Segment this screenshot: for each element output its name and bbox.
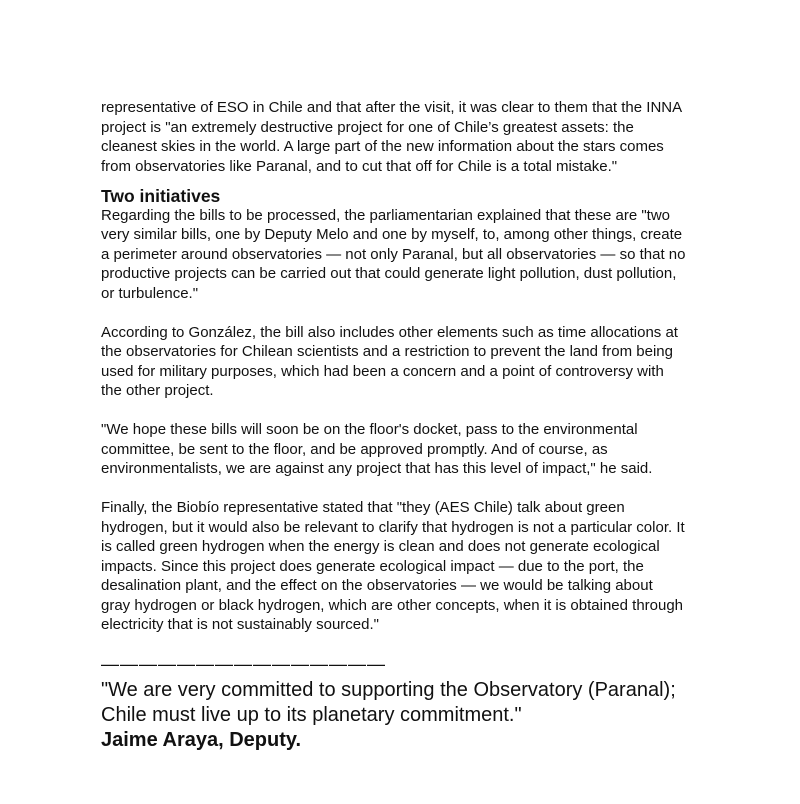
quote-attribution: Jaime Araya, Deputy. [101, 729, 302, 751]
text-line: According to González, the bill also includes other elements such as time allocations at [101, 323, 678, 341]
pull-quote [101, 678, 721, 728]
paragraph-gonzalez [101, 323, 721, 401]
text-line: project is "an extremely destructive project for one of Chile’s greatest assets: the [101, 118, 634, 136]
text-line: used for military purposes, which had been a concern and a point of controversy with [101, 362, 664, 380]
text-line: hydrogen, but it would also be relevant to clarify that hydrogen is not a particular color. It [101, 518, 685, 536]
text-line: committee, be sent to the floor, and be approved promptly. And of course, as [101, 440, 608, 458]
article [101, 98, 721, 753]
text-line: is called green hydrogen when the energy is clean and does not generate ecological [101, 538, 660, 555]
text-line: cleanest skies in the world. A large part of the new information about the stars comes [101, 138, 664, 155]
text-line: impacts. Since this project does generate ecological impact — due to the port, the [101, 557, 644, 575]
text-line: from observatories like Paranal, and to cut that off for Chile is a total mistake." [101, 157, 618, 175]
text-line: "We hope these bills will soon be on the floor's docket, pass to the environmental [101, 421, 638, 438]
text-line: Finally, the Biobío representative stated that "they (AES Chile) talk about green [101, 499, 625, 516]
paragraph-bills [101, 206, 721, 304]
paragraph-hydrogen [101, 498, 721, 635]
text-line: representative of ESO in Chile and that after the visit, it was clear to them that the INNA [101, 99, 683, 116]
paragraph-hope [101, 420, 721, 479]
text-line: desalination plant, and the effect on the observatories — we would be talking about [101, 577, 653, 594]
divider: ——————————————— [101, 654, 386, 674]
quote-line: "We are very committed to supporting the Observatory (Paranal); [101, 679, 676, 701]
text-line: very similar bills, one by Deputy Melo and one by myself, to, among other things, create [101, 226, 683, 243]
text-line: productive projects can be carried out that could generate light pollution, dust pollution, [101, 265, 677, 282]
text-line: environmentalists, we are against any project that has this level of impact," he said. [101, 460, 653, 477]
section-heading: Two initiatives [101, 185, 221, 206]
paragraph-eso-visit [101, 98, 721, 176]
text-line: the observatories for Chilean scientists and a restriction to prevent the land from being [101, 343, 673, 360]
text-line: electricity that is not sustainably sourced." [101, 616, 379, 633]
text-line: gray hydrogen or black hydrogen, which are other concepts, when it is obtained through [101, 596, 684, 614]
text-line: Regarding the bills to be processed, the parliamentarian explained that these are "two [101, 206, 671, 224]
text-line: a perimeter around observatories — not only Paranal, but all observatories — so that no [101, 245, 686, 263]
text-line: or turbulence." [101, 284, 199, 302]
quote-line: Chile must live up to its planetary commitment." [101, 704, 522, 726]
text-line: the other project. [101, 382, 214, 399]
